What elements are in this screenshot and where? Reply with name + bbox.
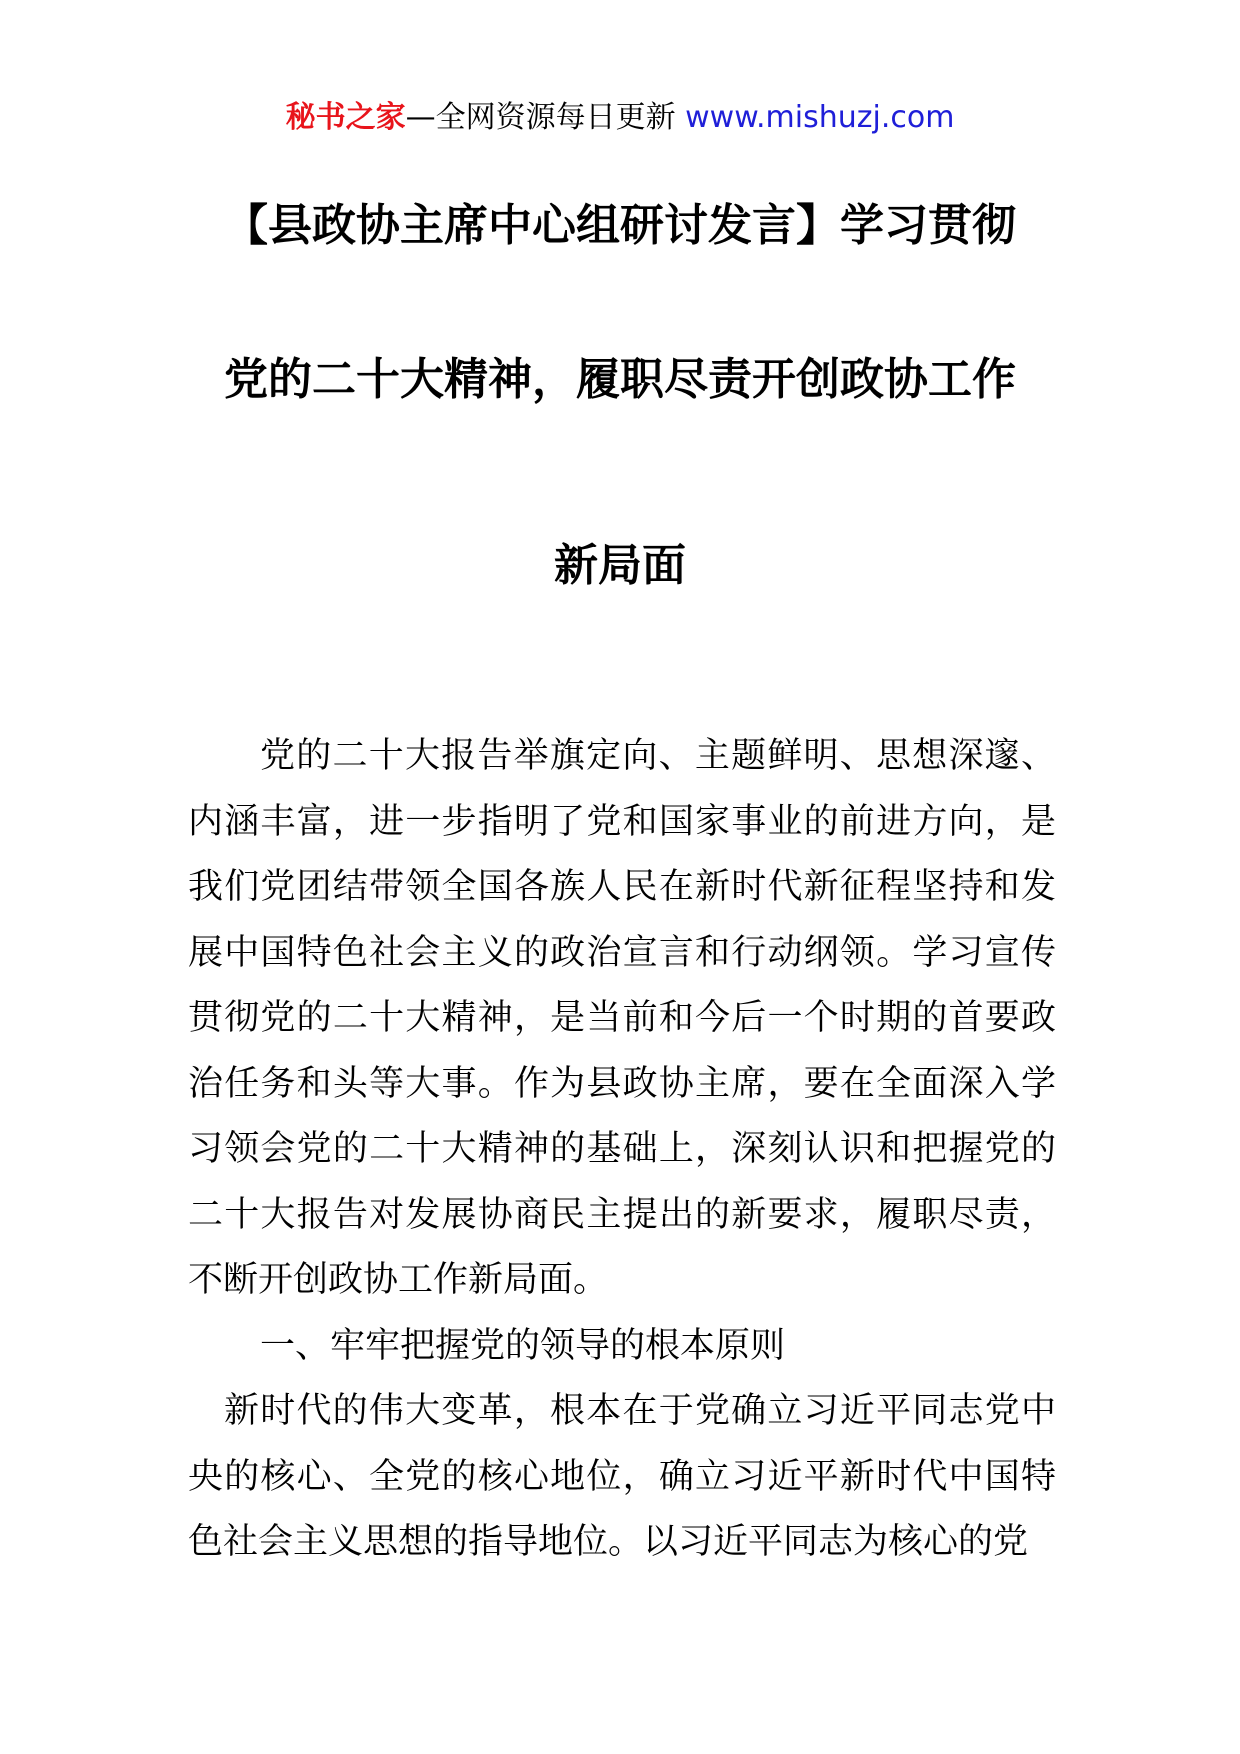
document-title-line-1: 【县政协主席中心组研讨发言】学习贯彻	[224, 200, 1016, 251]
document-body	[188, 724, 1056, 1576]
section-heading-1: 一、牢牢把握党的领导的根本原则	[260, 1325, 786, 1366]
site-url[interactable]: www.mishuzj.com	[685, 100, 955, 135]
document-title-line-3: 新局面	[554, 540, 686, 591]
site-brand: 秘书之家	[285, 100, 406, 135]
site-tagline: —全网资源每日更新	[405, 100, 676, 135]
document-title-line-2: 党的二十大精神，履职尽责开创政协工作	[224, 354, 1016, 405]
body-paragraph-1: 党的二十大报告举旗定向、主题鲜明、思想深邃、内涵丰富，进一步指明了党和国家事业的前进方向，是我们党团结带领全国各族人民在新时代新征程坚持和发展中国特色社会主义的政治宣言和行动纲领。学习宣传贯彻党的二十大精神，是当前和今后一个时期的首要政治任务和头等大事。作为县政协主席，要在全面深入学习领会党的二十大精神的基础上，深刻认识和把握党的二十大报告对发展协商民主提出的新要求，履职尽责，不断开创政协工作新局面。	[188, 736, 1056, 1300]
body-paragraph-2: 新时代的伟大变革，根本在于党确立习近平同志党中央的核心、全党的核心地位，确立习近平新时代中国特色社会主义思想的指导地位。以习近平同志为核心的党	[188, 1391, 1056, 1562]
site-header	[0, 98, 1240, 138]
